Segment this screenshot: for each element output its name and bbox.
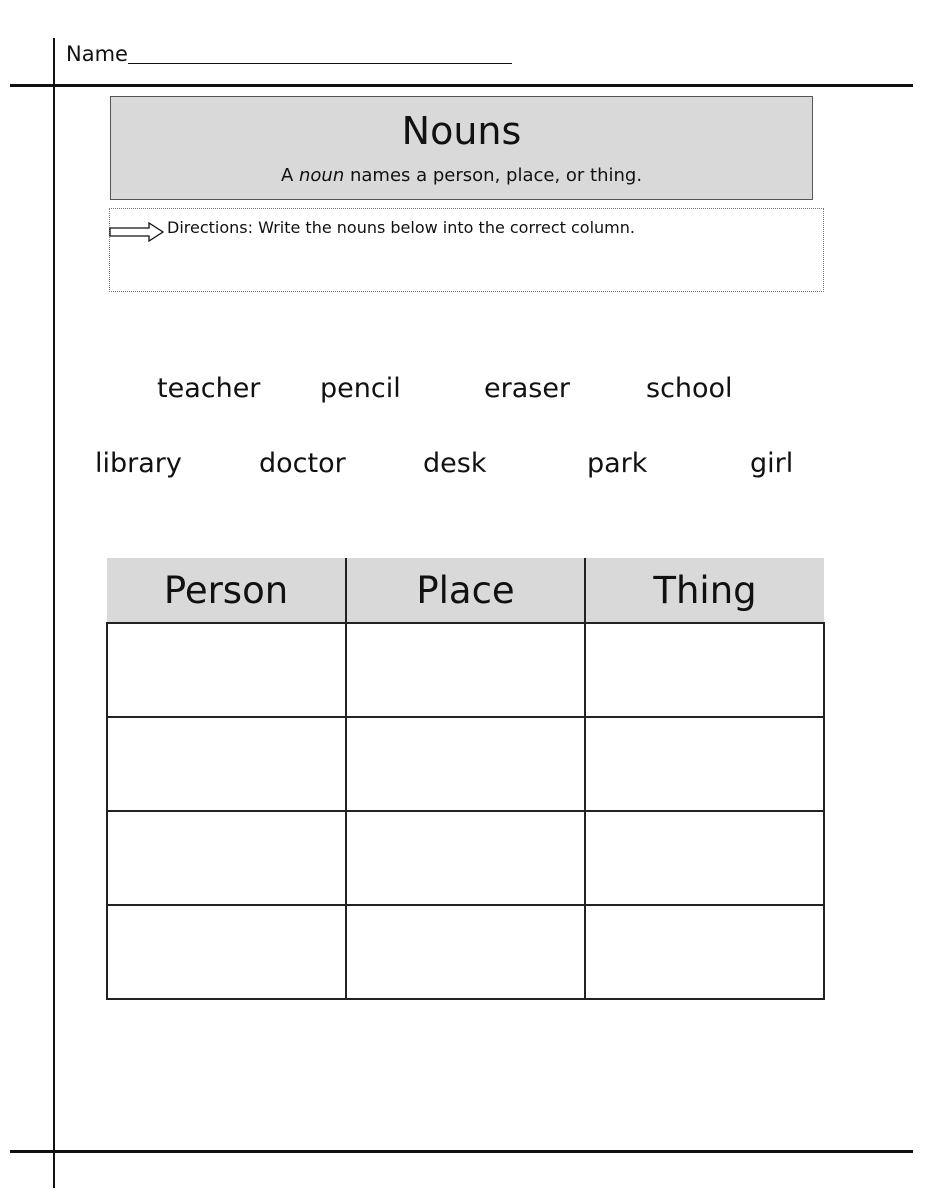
word-bank-item: doctor xyxy=(259,448,346,479)
word-bank-item: girl xyxy=(750,448,794,479)
column-header-thing: Thing xyxy=(585,558,824,623)
table-row xyxy=(107,717,824,811)
column-header-place: Place xyxy=(346,558,585,623)
definition-suffix: names a person, place, or thing. xyxy=(349,165,643,186)
answer-cell[interactable] xyxy=(585,623,824,717)
page-title: Nouns xyxy=(401,109,522,153)
answer-cell[interactable] xyxy=(107,717,346,811)
noun-definition xyxy=(111,165,812,186)
word-bank-item: library xyxy=(95,448,182,479)
word-bank-item: eraser xyxy=(484,373,571,404)
table-row xyxy=(107,623,824,717)
answer-cell[interactable] xyxy=(107,811,346,905)
answer-cell[interactable] xyxy=(346,905,585,999)
table-row xyxy=(107,905,824,999)
margin-line xyxy=(53,38,55,1188)
answer-cell[interactable] xyxy=(585,811,824,905)
column-header-person: Person xyxy=(107,558,346,623)
definition-emphasis: noun xyxy=(299,165,345,186)
answer-cell[interactable] xyxy=(585,717,824,811)
word-bank-item: pencil xyxy=(320,373,401,404)
answer-cell[interactable] xyxy=(585,905,824,999)
title-box xyxy=(110,96,813,200)
sorting-table xyxy=(106,558,825,991)
word-bank-item: teacher xyxy=(157,373,261,404)
definition-prefix: A xyxy=(280,165,294,186)
directions-box xyxy=(109,208,824,292)
table-header-row xyxy=(107,558,824,623)
answer-cell[interactable] xyxy=(346,811,585,905)
answer-cell[interactable] xyxy=(107,623,346,717)
answer-cell[interactable] xyxy=(346,623,585,717)
table-row xyxy=(107,811,824,905)
answer-cell[interactable] xyxy=(107,905,346,999)
bottom-rule xyxy=(10,1150,913,1153)
word-bank-item: park xyxy=(587,448,648,479)
word-bank-item: school xyxy=(646,373,733,404)
directions-text: Directions: Write the nouns below into the correct column. xyxy=(167,218,635,237)
arrow-right-icon xyxy=(109,222,165,242)
answer-cell[interactable] xyxy=(346,717,585,811)
name-label: Name xyxy=(66,42,128,66)
top-rule xyxy=(10,84,913,87)
name-blank-line[interactable] xyxy=(128,63,512,64)
word-bank-item: desk xyxy=(423,448,487,479)
